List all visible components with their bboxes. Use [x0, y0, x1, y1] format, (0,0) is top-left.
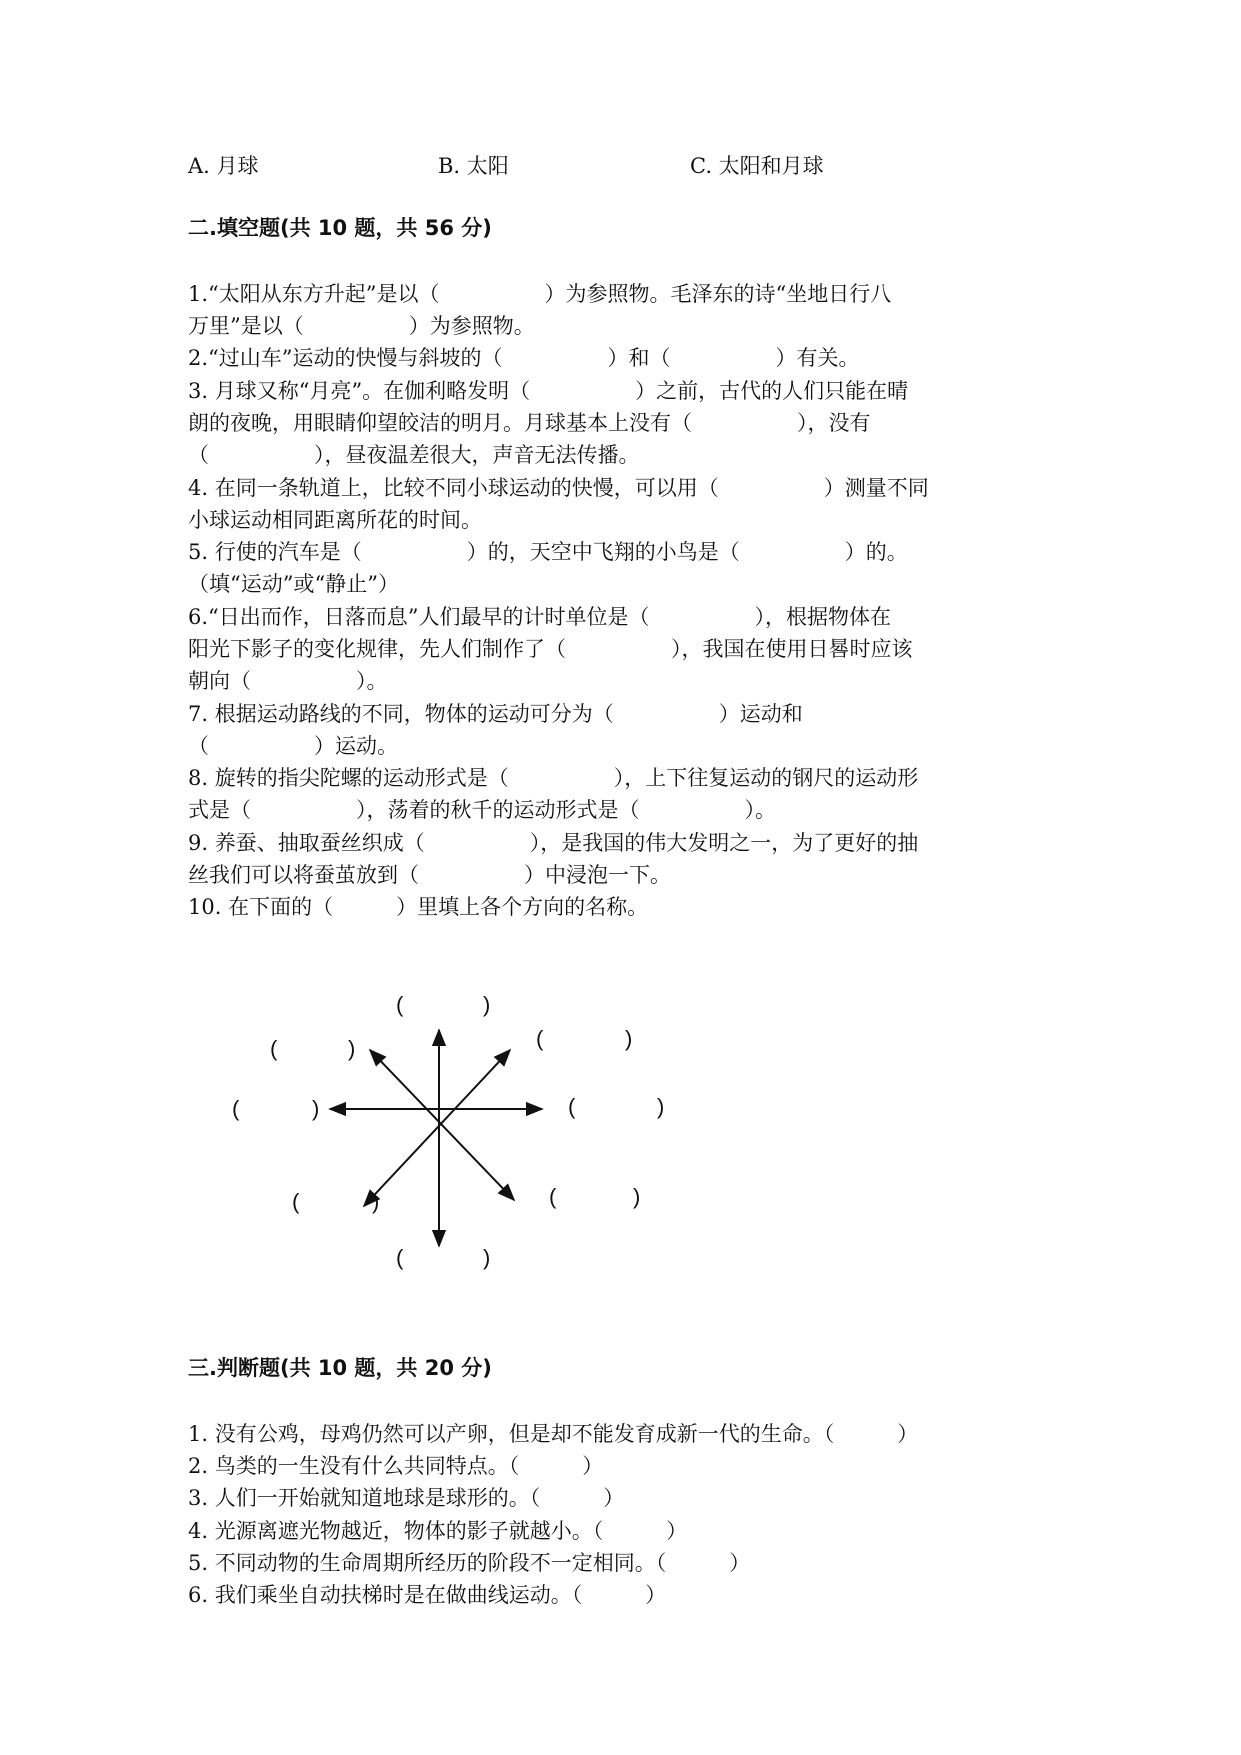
svg-text:(: (	[549, 1184, 557, 1209]
question-line: 阳光下影子的变化规律，先人们制作了（ ），我国在使用日晷时应该	[188, 637, 913, 661]
svg-text:): )	[348, 1036, 356, 1061]
svg-text:(: (	[292, 1189, 300, 1214]
blank-south[interactable]	[396, 1245, 490, 1270]
arrow-northeast-southwest	[364, 1050, 510, 1206]
question-line: 2.“过山车”运动的快慢与斜坡的（ ）和（ ）有关。	[188, 346, 860, 370]
judgement-line: 4. 光源离遮光物越近，物体的影子就越小。（ ）	[188, 1519, 688, 1543]
blank-southeast[interactable]	[549, 1184, 640, 1209]
question-line: （填“运动”或“静止”）	[188, 572, 399, 596]
question-line: 朗的夜晚，用眼睛仰望皎洁的明月。月球基本上没有（ ），没有	[188, 411, 871, 435]
question-line: （ ）运动。	[188, 734, 398, 758]
judgement-line: 2. 鸟类的一生没有什么共同特点。（ ）	[188, 1454, 604, 1478]
judgement-line: 5. 不同动物的生命周期所经历的阶段不一定相同。（ ）	[188, 1551, 751, 1575]
blank-northeast[interactable]	[536, 1026, 632, 1051]
question-line: 3. 月球又称“月亮”。在伽利略发明（ ）之前，古代的人们只能在晴	[188, 379, 909, 403]
blank-north[interactable]	[396, 992, 490, 1017]
question-line: 4. 在同一条轨道上，比较不同小球运动的快慢，可以用（ ）测量不同	[188, 476, 929, 500]
blank-east[interactable]	[568, 1094, 664, 1119]
question-line: 1.“太阳从东方升起”是以（ ）为参照物。毛泽东的诗“坐地日行八	[188, 282, 892, 306]
question-line: 10. 在下面的（ ）里填上各个方向的名称。	[188, 895, 649, 919]
judgement-line: 3. 人们一开始就知道地球是球形的。（ ）	[188, 1486, 625, 1510]
svg-text:): )	[312, 1096, 320, 1121]
svg-text:(: (	[396, 992, 404, 1017]
question-line: 8. 旋转的指尖陀螺的运动形式是（ ），上下往复运动的钢尺的运动形	[188, 766, 919, 790]
svg-text:(: (	[232, 1096, 240, 1121]
question-line: 朝向（ ）。	[188, 669, 388, 693]
svg-text:): )	[625, 1026, 633, 1051]
svg-text:): )	[372, 1189, 380, 1214]
svg-text:(: (	[536, 1026, 544, 1051]
question-line: 小球运动相同距离所花的时间。	[188, 508, 482, 532]
svg-text:): )	[657, 1094, 665, 1119]
option-c: C. 太阳和月球	[690, 154, 824, 178]
section-heading-fill-blank: 二.填空题(共 10 题，共 56 分)	[188, 216, 492, 240]
svg-text:): )	[483, 1245, 491, 1270]
option-a: A. 月球	[188, 154, 259, 178]
question-line: 式是（ ），荡着的秋千的运动形式是（ ）。	[188, 798, 776, 822]
question-line: 9. 养蚕、抽取蚕丝织成（ ），是我国的伟大发明之一，为了更好的抽	[188, 831, 919, 855]
svg-text:(: (	[568, 1094, 576, 1119]
question-line: （ ），昼夜温差很大，声音无法传播。	[188, 443, 640, 467]
svg-text:): )	[483, 992, 491, 1017]
question-line: 丝我们可以将蚕茧放到（ ）中浸泡一下。	[188, 863, 671, 887]
judgement-line: 6. 我们乘坐自动扶梯时是在做曲线运动。（ ）	[188, 1583, 667, 1607]
svg-text:): )	[633, 1184, 641, 1209]
option-b: B. 太阳	[438, 154, 509, 178]
compass-diagram	[220, 990, 680, 1290]
question-line: 5. 行使的汽车是（ ）的，天空中飞翔的小鸟是（ ）的。	[188, 540, 908, 564]
section-heading-true-false: 三.判断题(共 10 题，共 20 分)	[188, 1356, 492, 1380]
question-line: 7. 根据运动路线的不同，物体的运动可分为（ ）运动和	[188, 702, 803, 726]
question-line: 6.“日出而作，日落而息”人们最早的计时单位是（ ），根据物体在	[188, 605, 892, 629]
svg-text:(: (	[270, 1036, 278, 1061]
svg-text:(: (	[396, 1245, 404, 1270]
blank-west[interactable]	[232, 1096, 319, 1121]
judgement-line: 1. 没有公鸡，母鸡仍然可以产卵，但是却不能发育成新一代的生命。（ ）	[188, 1422, 919, 1446]
question-line: 万里”是以（ ）为参照物。	[188, 314, 535, 338]
blank-southwest[interactable]	[292, 1189, 379, 1214]
blank-northwest[interactable]	[270, 1036, 355, 1061]
